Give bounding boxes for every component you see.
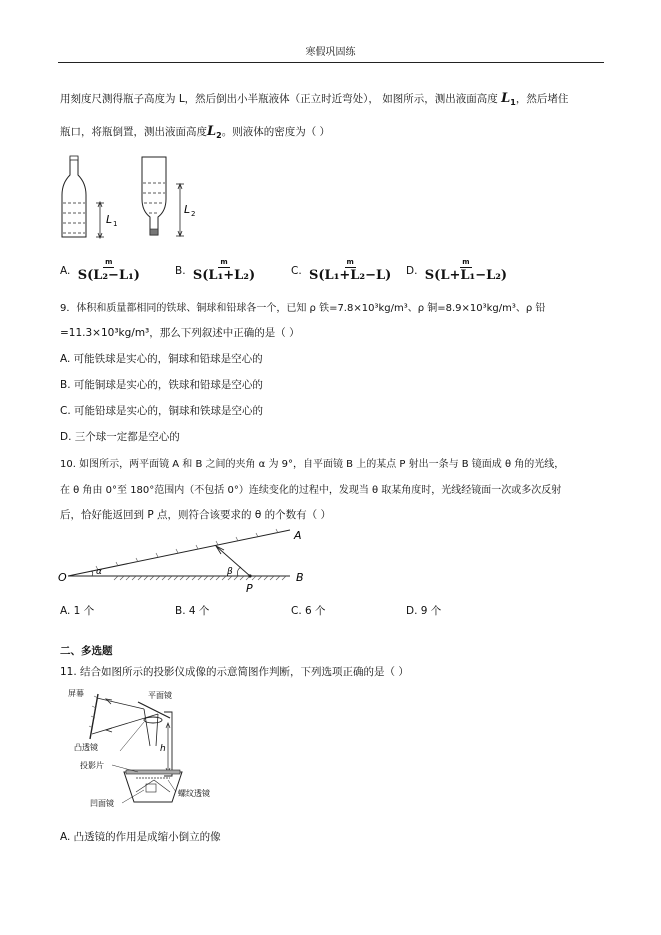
q8-option-c-den: S(L₁+L₂−L)	[309, 268, 392, 283]
q8-bottle-figure	[58, 155, 208, 245]
q11-label-convex-lens: 凸透镜	[74, 743, 98, 752]
q11-label-fresnel: 螺纹透镜	[178, 789, 210, 798]
q10-mirror-figure	[58, 526, 318, 596]
q8-option-c-num: m	[346, 258, 354, 266]
header-rule	[58, 62, 604, 63]
q8-fig-label-l2: L	[184, 203, 191, 216]
q8-option-a-letter: A.	[60, 265, 71, 277]
q11-label-concave: 凹面镜	[90, 799, 114, 808]
q10-label-a: A	[294, 529, 302, 542]
q8-option-b[interactable]	[175, 258, 255, 284]
q9-option-b[interactable]: B. 可能铜球是实心的，铁球和铅球是空心的	[60, 379, 263, 391]
q10-label-o: O	[58, 571, 67, 584]
q8-option-b-letter: B.	[175, 265, 186, 277]
q8-option-c-letter: C.	[291, 265, 302, 277]
q9-option-d[interactable]: D. 三个球一定都是空心的	[60, 431, 180, 443]
q11-label-slide: 投影片	[80, 761, 104, 770]
q8-var-l1: L	[501, 91, 511, 106]
q8-line2	[60, 124, 330, 140]
q8-option-b-den: S(L₁+L₂)	[192, 268, 256, 283]
q9-line1: 9．体积和质量都相同的铁球、铜球和铅球各一个，已知 ρ 铁=7.8×10³kg/m³、ρ 铜=8.9×10³kg/m³、ρ 铅	[60, 303, 546, 314]
q10-option-d[interactable]: D. 9 个	[406, 605, 442, 617]
q8-fig-label-l1: L	[106, 213, 113, 226]
mirror-a-hatch	[96, 529, 278, 570]
light-ray	[216, 546, 250, 576]
q10-option-a[interactable]: A. 1 个	[60, 605, 95, 617]
q8-line1	[60, 91, 568, 107]
q8-line2-head: 瓶口，将瓶倒置，测出液面高度	[60, 126, 207, 138]
q11-label-plane-mirror: 平面镜	[148, 691, 172, 700]
q10-label-alpha: α	[96, 567, 102, 577]
q10-label-beta: β	[227, 567, 233, 577]
q8-option-d[interactable]	[406, 258, 507, 284]
section-title: 二、多选题	[60, 645, 113, 657]
q8-option-a-fraction	[78, 258, 140, 284]
q8-option-b-num: m	[220, 258, 228, 266]
q8-fig-label-l1-sub: 1	[113, 220, 118, 228]
q8-option-d-num: m	[462, 258, 470, 266]
q8-var-l2-sub: 2	[216, 131, 222, 141]
q9-option-a[interactable]: A. 可能铁球是实心的，铜球和铅球是空心的	[60, 353, 263, 365]
q10-label-p: P	[246, 582, 253, 595]
q11-projector-figure	[60, 684, 230, 809]
q8-fig-label-l2-sub: 2	[191, 210, 196, 218]
q10-line3: 后，恰好能返回到 P 点，则符合该要求的 θ 的个数有（ ）	[60, 509, 331, 521]
q10-option-c[interactable]: C. 6 个	[291, 605, 326, 617]
q8-line2-tail: 。则液体的密度为（ ）	[221, 126, 331, 138]
q8-option-a[interactable]	[60, 258, 140, 284]
q8-line1-tail: ，然后堵住	[515, 93, 569, 105]
q11-label-screen: 屏幕	[68, 689, 84, 698]
page-header-title: 寒假巩固练	[305, 47, 356, 58]
q9-option-c[interactable]: C. 可能铅球是实心的，铜球和铁球是空心的	[60, 405, 264, 417]
inverted-bottle	[142, 157, 184, 236]
q8-option-a-den: S(L₂−L₁)	[77, 268, 140, 283]
q10-line1: 10. 如图所示，两平面镜 A 和 B 之间的夹角 α 为 9°，自平面镜 B 上的某点 P 射出一条与 B 镜面成 θ 角的光线，	[60, 459, 565, 470]
q9-line2: =11.3×10³kg/m³，那么下列叙述中正确的是（ ）	[60, 327, 300, 339]
q10-label-b: B	[296, 571, 304, 584]
q8-option-a-num: m	[105, 258, 113, 266]
q10-line2: 在 θ 角由 0°至 180°范围内（不包括 0°）连续变化的过程中，发现当 θ 取某角度时，光线经镜面一次或多次反射	[60, 485, 562, 496]
q8-option-d-fraction	[425, 258, 507, 284]
q8-option-b-fraction	[193, 258, 255, 284]
upright-bottle	[62, 156, 104, 238]
q8-option-c-fraction	[309, 258, 391, 284]
q11-label-h: h	[160, 744, 166, 754]
q8-var-l2: L	[207, 124, 217, 139]
q8-var-l1-sub: 1	[510, 98, 516, 108]
q10-option-b[interactable]: B. 4 个	[175, 605, 210, 617]
q11-option-a[interactable]: A. 凸透镜的作用是成缩小倒立的像	[60, 831, 221, 843]
q8-line1-text: 用刻度尺测得瓶子高度为 L，然后倒出小半瓶液体（正立时近弯处）， 如图所示，测出液面高度	[60, 93, 498, 105]
q8-option-c[interactable]	[291, 258, 391, 284]
q8-options	[60, 258, 620, 288]
q11-line1: 11. 结合如图所示的投影仪成像的示意简图作判断，下列选项正确的是（ ）	[60, 666, 409, 678]
q8-option-d-letter: D.	[406, 265, 418, 277]
q8-option-d-den: S(L+L₁−L₂)	[424, 268, 508, 283]
mirror-b-hatch	[114, 576, 286, 580]
